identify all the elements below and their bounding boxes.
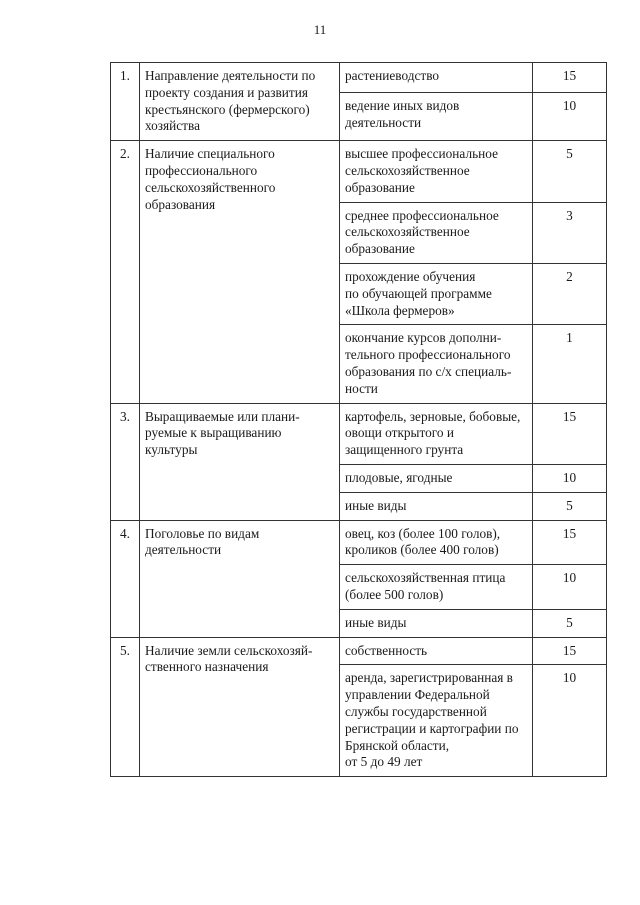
score-cell: 15 (533, 520, 607, 565)
score-cell: 15 (533, 403, 607, 464)
option-cell: окончание курсов дополни-тельного профессионального образования по с/х специаль-ности (340, 325, 533, 403)
option-cell: картофель, зерновые, бобовые, овощи открытого и защищенного грунта (340, 403, 533, 464)
option-cell: сельскохозяйственная птица (более 500 голов) (340, 565, 533, 610)
row-number: 4. (111, 520, 140, 637)
page-number: 11 (313, 22, 327, 37)
row-number: 5. (111, 637, 140, 777)
option-cell: растениеводство (340, 63, 533, 93)
criterion-cell: Наличие специального профессионального сельскохозяйственного образования (140, 141, 340, 403)
score-cell: 10 (533, 565, 607, 610)
score-cell: 15 (533, 637, 607, 665)
option-cell: прохождение обучения по обучающей программе «Школа фермеров» (340, 263, 533, 324)
criterion-cell: Выращиваемые или плани-руемые к выращиванию культуры (140, 403, 340, 520)
criterion-cell: Наличие земли сельскохозяй-ственного назначения (140, 637, 340, 777)
score-cell: 5 (533, 492, 607, 520)
score-cell: 10 (533, 93, 607, 141)
option-cell: плодовые, ягодные (340, 464, 533, 492)
score-cell: 15 (533, 63, 607, 93)
score-cell: 2 (533, 263, 607, 324)
option-cell: аренда, зарегистрированная в управлении Федеральной службы государственной регистрации и картографии по Брянской области, от 5 до 49 лет (340, 665, 533, 777)
option-cell: высшее профессиональное сельскохозяйственное образование (340, 141, 533, 202)
table-row (111, 141, 607, 202)
option-cell: иные виды (340, 609, 533, 637)
score-cell: 3 (533, 202, 607, 263)
row-number: 1. (111, 63, 140, 141)
criteria-table (110, 62, 607, 777)
score-cell: 5 (533, 141, 607, 202)
table-row (111, 63, 607, 93)
row-number: 3. (111, 403, 140, 520)
option-cell: собственность (340, 637, 533, 665)
score-cell: 10 (533, 665, 607, 777)
option-cell: овец, коз (более 100 голов), кроликов (более 400 голов) (340, 520, 533, 565)
option-cell: ведение иных видов деятельности (340, 93, 533, 141)
table-row (111, 403, 607, 464)
score-cell: 1 (533, 325, 607, 403)
score-cell: 5 (533, 609, 607, 637)
table-row (111, 520, 607, 565)
score-cell: 10 (533, 464, 607, 492)
row-number: 2. (111, 141, 140, 403)
criterion-cell: Направление деятельности по проекту создания и развития крестьянского (фермерского) хозяйства (140, 63, 340, 141)
option-cell: иные виды (340, 492, 533, 520)
table-row (111, 637, 607, 665)
option-cell: среднее профессиональное сельскохозяйственное образование (340, 202, 533, 263)
criterion-cell: Поголовье по видам деятельности (140, 520, 340, 637)
